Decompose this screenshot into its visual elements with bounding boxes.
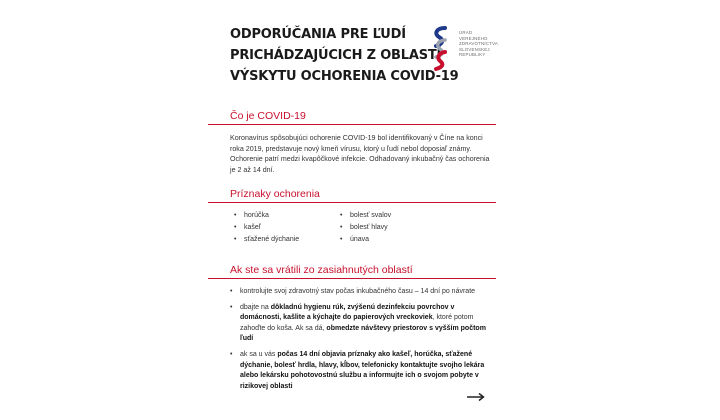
section-symptoms xyxy=(230,188,496,211)
recommendation-item xyxy=(230,350,488,392)
institution-line: REPUBLIKY xyxy=(459,52,486,58)
logo-stroke-red xyxy=(436,52,445,69)
section-text: Koronavírus spôsobujúci ochorenie COVID-19 bol identifikovaný v Číne na konci roka 2019, predstavuje nový kmeň vírusu, ktorý u ľudí nebol doposiaľ známy. Ochorenie patrí medzi kvapôčkové infekcie. Odhadovaný inkubačný čas ochorenia je 2 až 14 dní. xyxy=(230,134,490,174)
section-returnees xyxy=(230,264,496,397)
recommendation-item xyxy=(230,303,488,345)
section-heading: Čo je COVID-19 xyxy=(230,110,306,122)
section-what-is-covid xyxy=(230,110,496,175)
institution-line: ÚRAD xyxy=(459,30,473,35)
symptom-item: • horúčka xyxy=(234,210,299,222)
item-text: dbajte na xyxy=(240,303,271,311)
item-bold-text: počas 14 dní objavia príznaky ako kašeľ, horúčka, sťažené dýchanie, bolesť hrdla, hlavy, kĺbov, telefonicky kontaktujte svojho lekára alebo lekársku pohotovostnú službu a informujte ich o svojom pobyte v rizikovej oblasti xyxy=(240,350,485,390)
item-bold-text: obmedzte návštevy priestorov s vyšším počtom ľudí xyxy=(240,324,486,343)
item-text: , ktoré potom zahoďte do koša. Ak sa dá, xyxy=(240,314,474,332)
section-heading: Príznaky ochorenia xyxy=(230,188,320,200)
section-divider xyxy=(230,124,496,125)
institution-logo-icon xyxy=(428,22,452,72)
title-line-3: VÝSKYTU OCHORENIA COVID-19 xyxy=(230,69,459,84)
section-heading: Ak ste sa vrátili zo zasiahnutých oblastí xyxy=(230,264,413,276)
title-line-1: ODPORÚČANIA PRE ĽUDÍ xyxy=(230,27,406,42)
symptom-item: • únava xyxy=(340,234,391,246)
recommendation-item xyxy=(230,287,488,298)
item-text: kontrolujte svoj zdravotný stav počas inkubačného času – 14 dní po návrate xyxy=(240,288,476,295)
page-title xyxy=(230,24,459,87)
symptom-item: • bolesť svalov xyxy=(340,210,391,222)
recommendation-list xyxy=(230,287,496,392)
symptoms-column-1 xyxy=(234,210,299,246)
item-text: ak sa u vás xyxy=(240,350,278,358)
section-divider xyxy=(230,202,496,203)
institution-name xyxy=(459,30,498,58)
symptoms-column-2 xyxy=(340,210,391,246)
title-line-2: PRICHÁDZAJÚCICH Z OBLASTÍ xyxy=(230,48,442,63)
next-page-arrow-icon xyxy=(466,392,486,402)
institution-line: ZDRAVOTNÍCTVA xyxy=(459,41,499,47)
institution-line: SLOVENSKEJ xyxy=(459,46,490,52)
symptom-item: • kašeľ xyxy=(234,222,299,234)
symptom-item: • sťažené dýchanie xyxy=(234,234,299,246)
institution-line: VEREJNÉHO xyxy=(459,35,488,41)
item-bold-text: dôkladnú hygienu rúk, zvýšenú dezinfekciu povrchov v domácnosti, kašlite a kýchajte do papierových vreckoviek xyxy=(240,303,455,322)
section-divider xyxy=(230,278,496,279)
symptom-item: • bolesť hlavy xyxy=(340,222,391,234)
